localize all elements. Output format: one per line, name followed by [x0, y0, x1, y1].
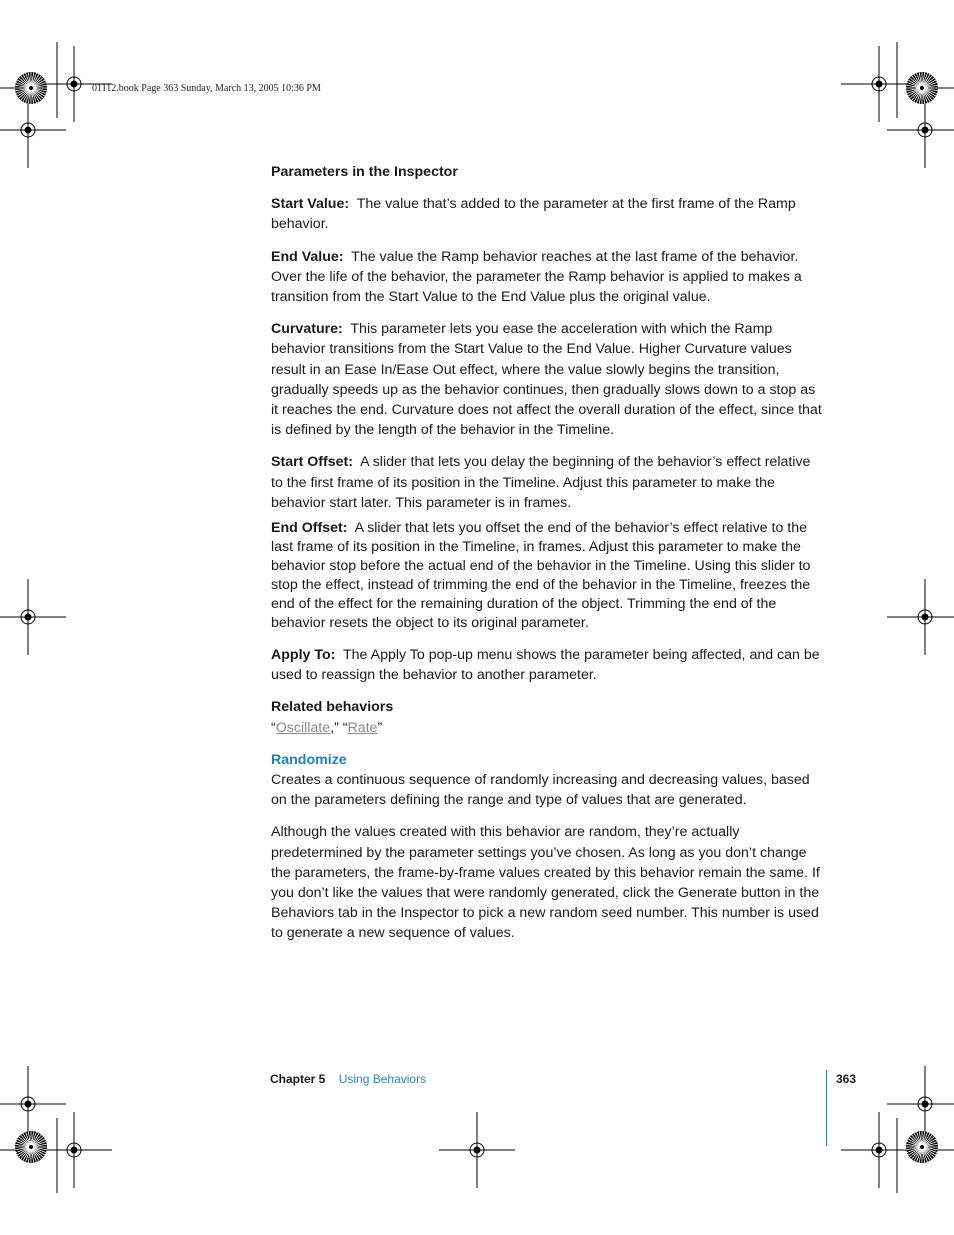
param-text: A slider that lets you delay the beginning of the behavior’s effect relative to the first frame of its position in the Timeline. Adjust this parameter to make the behavior start later. This parameter is in frames. [271, 454, 811, 511]
param-apply-to [271, 645, 825, 685]
param-term: Apply To: [271, 647, 336, 664]
param-end-offset [271, 519, 825, 633]
inspector-heading: Parameters in the Inspector [271, 164, 458, 180]
section-title: Randomize [271, 751, 347, 768]
param-start-value [271, 194, 825, 234]
param-term: End Value: [271, 248, 344, 265]
param-start-offset [271, 452, 825, 513]
param-term: End Offset: [271, 520, 348, 537]
param-text: The Apply To pop-up menu shows the parameter being affected, and can be used to reassign the behavior to another parameter. [271, 647, 820, 684]
registration-crosshair-icon [36, 1112, 112, 1188]
starburst-target-icon [15, 1131, 47, 1163]
footer-divider [826, 1070, 827, 1146]
param-curvature [271, 319, 825, 440]
param-text: A slider that lets you offset the end of the behavior’s effect relative to the last frame of its position in the Timeline, in frames. Adjust this parameter to make the behavior stop before the actual end of the behavior in the Timeline. Using this slider to stop the effect, instead of trimming the end of the behavior in the Timeline, freezes the end of the effect for the remaining duration of the object. Trimming the end of the behavior resets the object to its original parameter. [271, 520, 811, 632]
quote-open: “ [271, 719, 276, 736]
registration-crosshair-icon [0, 1066, 66, 1142]
starburst-target-icon [906, 1131, 938, 1163]
page-number: 363 [836, 1072, 857, 1086]
chapter-label: Chapter 5 [270, 1072, 326, 1086]
param-text: The value that’s added to the parameter at the first frame of the Ramp behavior. [271, 196, 796, 233]
registration-crosshair-icon [887, 579, 954, 655]
page-content [271, 162, 825, 944]
registration-crosshair-icon [439, 1112, 515, 1188]
related-behaviors-links [271, 718, 825, 738]
link-rate[interactable]: Rate [347, 719, 378, 736]
starburst-target-icon [15, 72, 47, 104]
registration-crosshair-icon [841, 46, 917, 122]
param-term: Start Offset: [271, 454, 353, 471]
quote-close: ” [377, 719, 383, 736]
link-oscillate[interactable]: Oscillate [275, 719, 331, 736]
registration-crosshair-icon [841, 1112, 917, 1188]
param-end-value [271, 247, 825, 308]
chapter-title: Using Behaviors [338, 1072, 427, 1086]
related-behaviors-heading: Related behaviors [271, 699, 394, 716]
starburst-target-icon [906, 72, 938, 104]
quote-middle: ,” “ [330, 719, 348, 736]
param-term: Start Value: [271, 196, 350, 213]
section-paragraph-1: Creates a continuous sequence of randomly increasing and decreasing values, based on the parameters defining the range and type of values that are generated. [271, 772, 810, 809]
slug-line: 01112.book Page 363 Sunday, March 13, 2005 10:36 PM [92, 83, 321, 94]
param-text: The value the Ramp behavior reaches at the last frame of the behavior. Over the life of the behavior, the parameter the Ramp behavior is applied to makes a transition from the Start Value to the End Value plus the original value. [271, 248, 802, 306]
section-paragraph-2: Although the values created with this behavior are random, they’re actually predetermined by the parameter settings you’ve chosen. As long as you don’t change the parameters, the frame-by-frame values created by this behavior remain the same. If you don’t like the values that were randomly generated, click the Generate button in the Behaviors tab in the Inspector to pick a new random seed number. This number is used to generate a new sequence of values. [271, 824, 820, 942]
footer-chapter [270, 1072, 426, 1086]
registration-crosshair-icon [0, 579, 66, 655]
param-text: This parameter lets you ease the acceleration with which the Ramp behavior transitions from the Start Value to the End Value. Higher Curvature values result in an Ease In/Ease Out effect, where the value slowly begins the transition, gradually speeds up as the behavior continues, then gradually slows down to a stop as it reaches the end. Curvature does not affect the overall duration of the effect, since that is defined by the length of the behavior in the Timeline. [271, 321, 822, 439]
param-term: Curvature: [271, 321, 343, 338]
